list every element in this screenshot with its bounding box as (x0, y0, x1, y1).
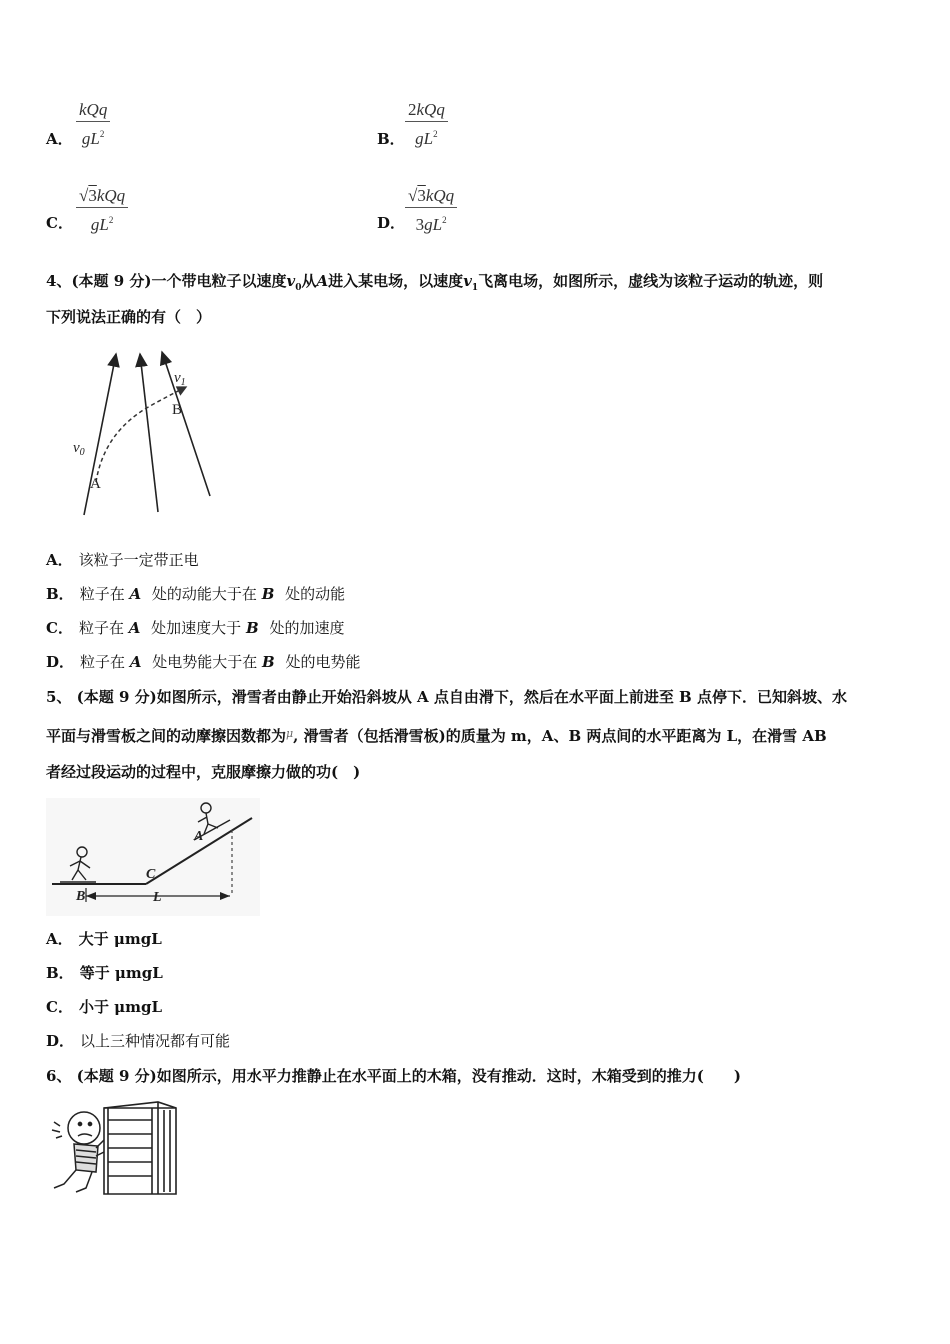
label-point-b: B (172, 402, 183, 418)
label-v1: $v_1$ (174, 370, 186, 388)
label-a: A (194, 829, 204, 844)
fraction-bar (405, 121, 448, 122)
q4-stem-line2: 下列说法正确的有（ ） (46, 308, 212, 326)
q5-ski-slope-figure (46, 798, 260, 916)
q5-stem-line2: 平面与滑雪板之间的动摩擦因数都为$^\mu$, 滑雪者（包括滑雪板)的质量为 m，A、B 两点间的水平距离为 L，在滑雪 AB (46, 727, 827, 745)
option-b-numerator: 2kQq (408, 100, 445, 119)
option-a-denominator: $gL^2$ (81, 129, 105, 148)
q4-option-d[interactable]: D． 粒子在 A 处电势能大于在 B 处的电势能 (46, 653, 361, 671)
option-a-formula (76, 100, 110, 149)
option-d-label[interactable]: D． (377, 214, 406, 232)
option-c-label[interactable]: C． (46, 214, 73, 232)
option-c-formula (76, 186, 128, 235)
option-d-denominator: $3gL^2$ (415, 215, 447, 234)
q5-stem-line3: 者经过段运动的过程中，克服摩擦力做的功( ) (46, 763, 361, 781)
option-c-denominator: $gL^2$ (90, 215, 114, 234)
option-b-formula (405, 100, 448, 149)
option-b-denominator: $gL^2$ (415, 129, 438, 148)
q5-option-c[interactable]: C． 小于 μmgL (46, 998, 163, 1016)
fraction-bar (76, 121, 110, 122)
q4-option-a[interactable]: A． 该粒子一定带正电 (46, 551, 199, 569)
q4-option-c[interactable]: C． 粒子在 A 处加速度大于 B 处的加速度 (46, 619, 345, 637)
q6-stem-line1: 6、 (本题 9 分)如图所示，用水平力推静止在水平面上的木箱，没有推动．这时，木箱受到的推力( ) (46, 1067, 741, 1085)
q5-option-b[interactable]: B． 等于 μmgL (46, 964, 163, 982)
q4-field-figure (60, 340, 230, 530)
q6-push-box-figure (46, 1100, 186, 1200)
option-a-numerator: kQq (79, 100, 108, 119)
field-line (140, 354, 158, 512)
fraction-bar (405, 207, 457, 208)
label-c: C (146, 867, 156, 882)
option-d-formula (405, 186, 457, 235)
option-a-label[interactable]: A． (46, 130, 73, 148)
field-line (162, 352, 210, 496)
q4-stem-line1: 4、(本题 9 分)一个带电粒子以速度$v_0$从A进入某电场，以速度$v_1$飞离电场，如图所示，虚线为该粒子运动的轨迹，则 (46, 272, 824, 293)
label-point-a: A (90, 476, 101, 492)
q5-option-d[interactable]: D． 以上三种情况都有可能 (46, 1032, 231, 1050)
q5-option-a[interactable]: A． 大于 μmgL (46, 930, 162, 948)
fraction-bar (76, 207, 128, 208)
q4-option-b[interactable]: B． 粒子在 A 处的动能大于在 B 处的动能 (46, 585, 346, 603)
option-b-label[interactable]: B． (377, 130, 405, 148)
label-v0: $v_0$ (73, 440, 85, 458)
person-pushing-icon (52, 1112, 104, 1192)
label-b: B (76, 889, 86, 904)
option-d-numerator: √3kQq (408, 186, 455, 205)
option-c-numerator: √3kQq (79, 186, 126, 205)
q5-stem-line1: 5、 (本题 9 分)如图所示，滑雪者由静止开始沿斜坡从 A 点自由滑下，然后在水平面上前进至 B 点停下．已知斜坡、水 (46, 688, 847, 706)
wooden-crate-icon (104, 1102, 176, 1194)
label-l: L (153, 890, 162, 905)
